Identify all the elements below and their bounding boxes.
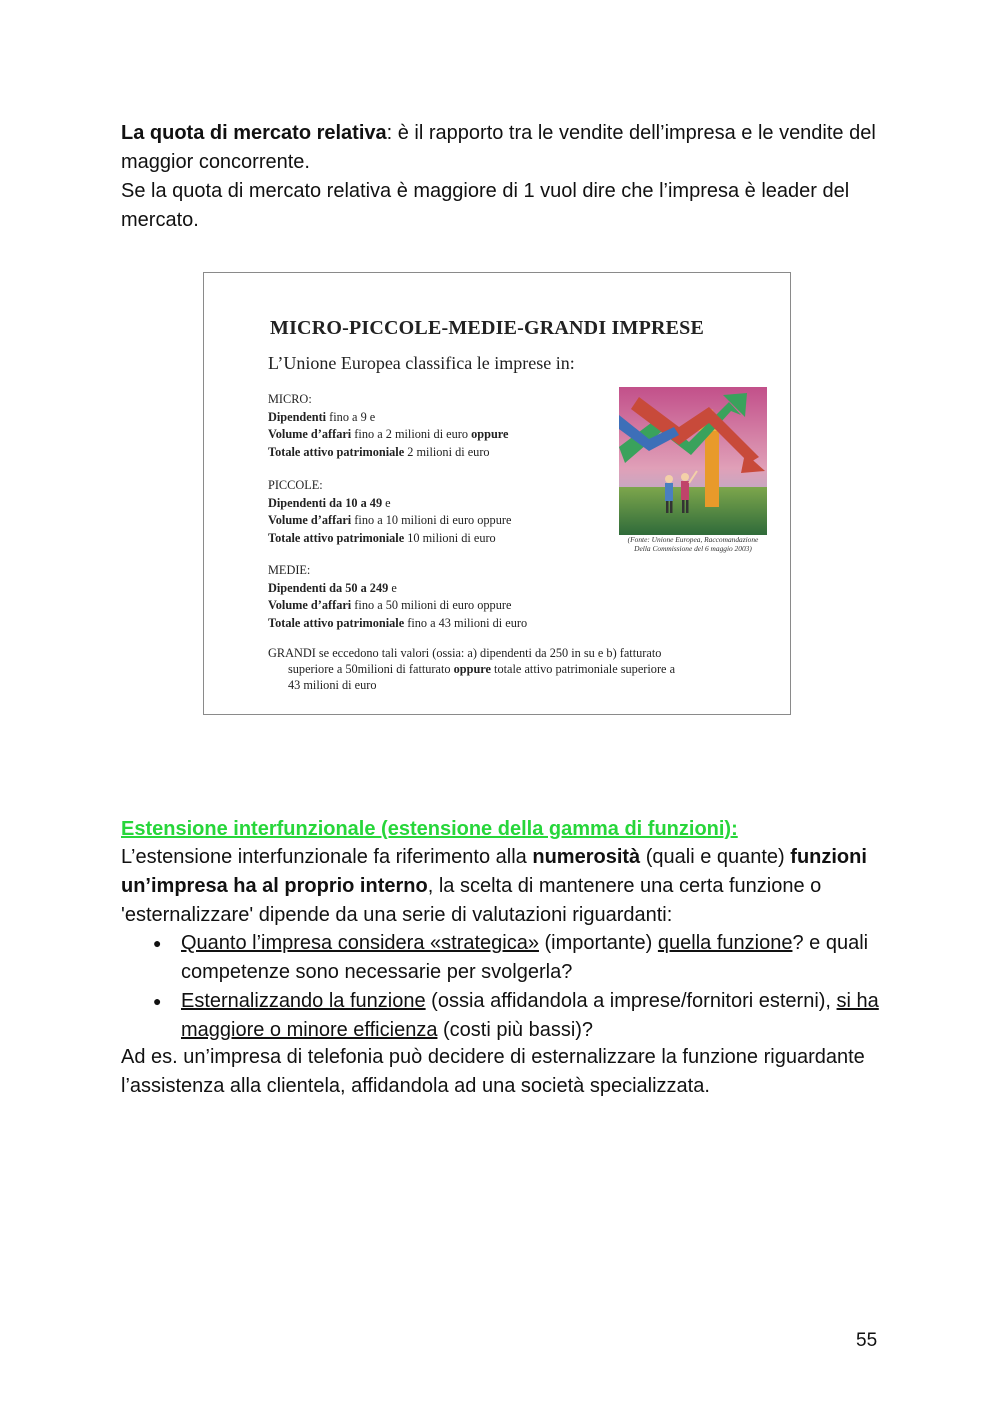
medie-dipendenti: Dipendenti da 50 a 249 e — [268, 580, 397, 595]
bullet-icon: ● — [153, 935, 162, 951]
piccole-block — [268, 477, 511, 547]
micro-dipendenti: Dipendenti fino a 9 e — [268, 409, 376, 424]
list-item: ● Quanto l’impresa considera «strategica» (importante) quella funzione? e quali competenze sono necessarie per svolgerla? — [121, 929, 881, 987]
section-heading: Estensione interfunzionale (estensione della gamma di funzioni): — [121, 818, 738, 840]
section-paragraph: L’estensione interfunzionale fa riferimento alla numerosità (quali e quante) funzioni un’impresa ha al proprio interno, la scelta di mantenere una certa funzione o 'esternalizzare' dipende da una serie di valutazioni riguardanti: — [121, 846, 867, 926]
page-number: 55 — [856, 1330, 878, 1351]
micro-label: MICRO: — [268, 392, 312, 406]
intro-note: Se la quota di mercato relativa è maggiore di 1 vuol dire che l’impresa è leader del mercato. — [121, 180, 850, 231]
grandi-line-3: 43 milioni di euro — [288, 678, 377, 692]
example-paragraph: Ad es. un’impresa di telefonia può decidere di esternalizzare la funzione riguardante l’assistenza alla clientela, affidandola ad una società specializzata. — [121, 1046, 865, 1097]
list-item: ● Esternalizzando la funzione (ossia affidandola a imprese/fornitori esterni), si ha maggiore o minore efficienza (costi più bassi)? — [121, 987, 881, 1045]
grandi-block — [268, 645, 675, 693]
micro-block — [268, 391, 508, 461]
piccole-totale: Totale attivo patrimoniale 10 milioni di euro — [268, 530, 496, 545]
medie-volume: Volume d’affari fino a 50 milioni di euro oppure — [268, 598, 512, 612]
bullet-list — [121, 929, 881, 1045]
slide-image — [203, 272, 791, 715]
intro-definition: : è il rapporto tra le vendite dell’impresa e le vendite del maggior concorrente. — [121, 122, 876, 173]
medie-label: MEDIE: — [268, 563, 311, 577]
micro-volume: Volume d’affari fino a 2 milioni di euro oppure — [268, 427, 509, 441]
intro-paragraph — [121, 119, 881, 235]
micro-totale: Totale attivo patrimoniale 2 milioni di euro — [268, 444, 490, 459]
slide-subtitle: L’Unione Europea classifica le imprese in: — [268, 353, 575, 373]
grandi-line-2: superiore a 50milioni di fatturato oppure totale attivo patrimoniale superiore a — [288, 662, 676, 676]
growth-arrows-illustration — [619, 387, 767, 535]
piccole-label: PICCOLE: — [268, 478, 323, 492]
medie-block — [268, 562, 527, 632]
intro-term: La quota di mercato relativa — [121, 122, 387, 144]
bullet-icon: ● — [153, 993, 162, 1009]
grandi-line-1: GRANDI se eccedono tali valori (ossia: a) dipendenti da 250 in su e b) fatturato — [268, 646, 662, 660]
slide-title: MICRO-PICCOLE-MEDIE-GRANDI IMPRESE — [270, 317, 705, 339]
piccole-volume: Volume d’affari fino a 10 milioni di euro oppure — [268, 513, 512, 527]
image-source-caption: (Fonte: Unione Europea, Raccomandazione Della Commissione del 6 maggio 2003) — [627, 535, 759, 553]
piccole-dipendenti: Dipendenti da 10 a 49 e — [268, 495, 391, 510]
medie-totale: Totale attivo patrimoniale fino a 43 milioni di euro — [268, 615, 528, 630]
